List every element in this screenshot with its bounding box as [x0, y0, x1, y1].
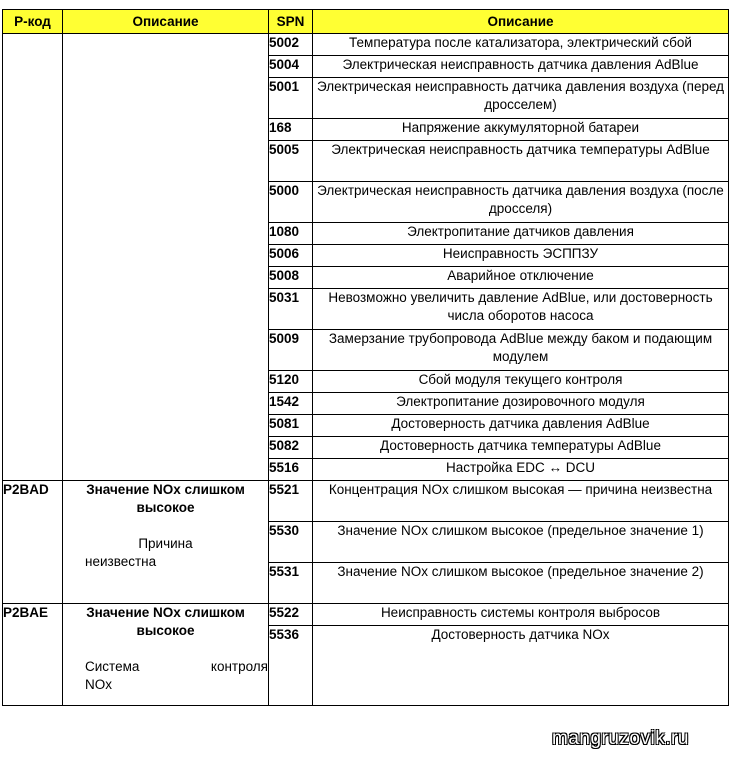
spn-description: Неисправность системы контроля выбросов — [313, 604, 729, 626]
spn-code: 5522 — [269, 604, 313, 626]
spn-code: 5009 — [269, 330, 313, 371]
pcode-subtitle-line2: неизвестна — [85, 554, 157, 569]
pcode-title: Значение NOx слишком высокое — [86, 605, 245, 638]
spn-description: Электрическая неисправность датчика температуры AdBlue — [313, 141, 729, 182]
spn-description: Неисправность ЭСППЗУ — [313, 245, 729, 267]
header-spn: SPN — [269, 10, 313, 34]
pcode-subtitle-line2: NOx — [85, 677, 112, 692]
spn-code: 5531 — [269, 563, 313, 604]
pcode-description-cell — [63, 481, 269, 604]
spn-code: 5031 — [269, 289, 313, 330]
spn-code: 5521 — [269, 481, 313, 522]
header-description: Описание — [63, 10, 269, 34]
pcode-cell: P2BAD — [3, 481, 63, 604]
table-body — [3, 34, 729, 706]
spn-code: 5516 — [269, 459, 313, 481]
spn-description: Электрическая неисправность датчика давления воздуха (после дросселя) — [313, 182, 729, 223]
pdesc-cell-empty — [63, 34, 269, 481]
pcode-description-cell — [63, 604, 269, 706]
spn-description: Значение NOx слишком высокое (предельное значение 1) — [313, 522, 729, 563]
spn-description: Достоверность датчика NOx — [313, 626, 729, 706]
header-spn-description: Описание — [313, 10, 729, 34]
spn-description: Электрическая неисправность датчика давления AdBlue — [313, 56, 729, 78]
spn-description: Концентрация NOx слишком высокая — причина неизвестна — [313, 481, 729, 522]
spn-description: Достоверность датчика давления AdBlue — [313, 415, 729, 437]
spn-code: 168 — [269, 119, 313, 141]
spn-code: 5008 — [269, 267, 313, 289]
pcode-title: Значение NOx слишком высокое — [86, 482, 245, 515]
spn-code: 5530 — [269, 522, 313, 563]
spn-description: Замерзание трубопровода AdBlue между баком и подающим модулем — [313, 330, 729, 371]
spn-description: Электропитание датчиков давления — [313, 223, 729, 245]
spn-code: 5000 — [269, 182, 313, 223]
table-row — [3, 604, 729, 626]
spn-description: Значение NOx слишком высокое (предельное значение 2) — [313, 563, 729, 604]
spn-code: 5001 — [269, 78, 313, 119]
spn-code: 5006 — [269, 245, 313, 267]
table-row — [3, 481, 729, 522]
spn-code: 5081 — [269, 415, 313, 437]
spn-code: 5002 — [269, 34, 313, 56]
spn-description: Невозможно увеличить давление AdBlue, или достоверность числа оборотов насоса — [313, 289, 729, 330]
spn-description: Электрическая неисправность датчика давления воздуха (перед дросселем) — [313, 78, 729, 119]
spn-description: Напряжение аккумуляторной батареи — [313, 119, 729, 141]
spn-description: Аварийное отключение — [313, 267, 729, 289]
pcode-cell-empty — [3, 34, 63, 481]
spn-code: 5536 — [269, 626, 313, 706]
spn-code: 1080 — [269, 223, 313, 245]
spn-code: 5120 — [269, 371, 313, 393]
spn-code: 5005 — [269, 141, 313, 182]
pcode-cell: P2BAE — [3, 604, 63, 706]
table-header-row — [3, 10, 729, 34]
pcode-subtitle-line1: Причина — [138, 536, 193, 551]
spn-code: 5004 — [269, 56, 313, 78]
spn-code: 1542 — [269, 393, 313, 415]
spn-description: Электропитание дозировочного модуля — [313, 393, 729, 415]
table-row — [3, 34, 729, 56]
watermark: mangruzovik.ru — [552, 728, 689, 749]
spn-description: Достоверность датчика температуры AdBlue — [313, 437, 729, 459]
fault-code-table — [2, 9, 729, 706]
spn-description: Настройка EDC ↔ DCU — [313, 459, 729, 481]
spn-description: Сбой модуля текущего контроля — [313, 371, 729, 393]
spn-description: Температура после катализатора, электрический сбой — [313, 34, 729, 56]
header-pcode: P-код — [3, 10, 63, 34]
pcode-subtitle-line1: Система контроля — [85, 659, 268, 674]
spn-code: 5082 — [269, 437, 313, 459]
